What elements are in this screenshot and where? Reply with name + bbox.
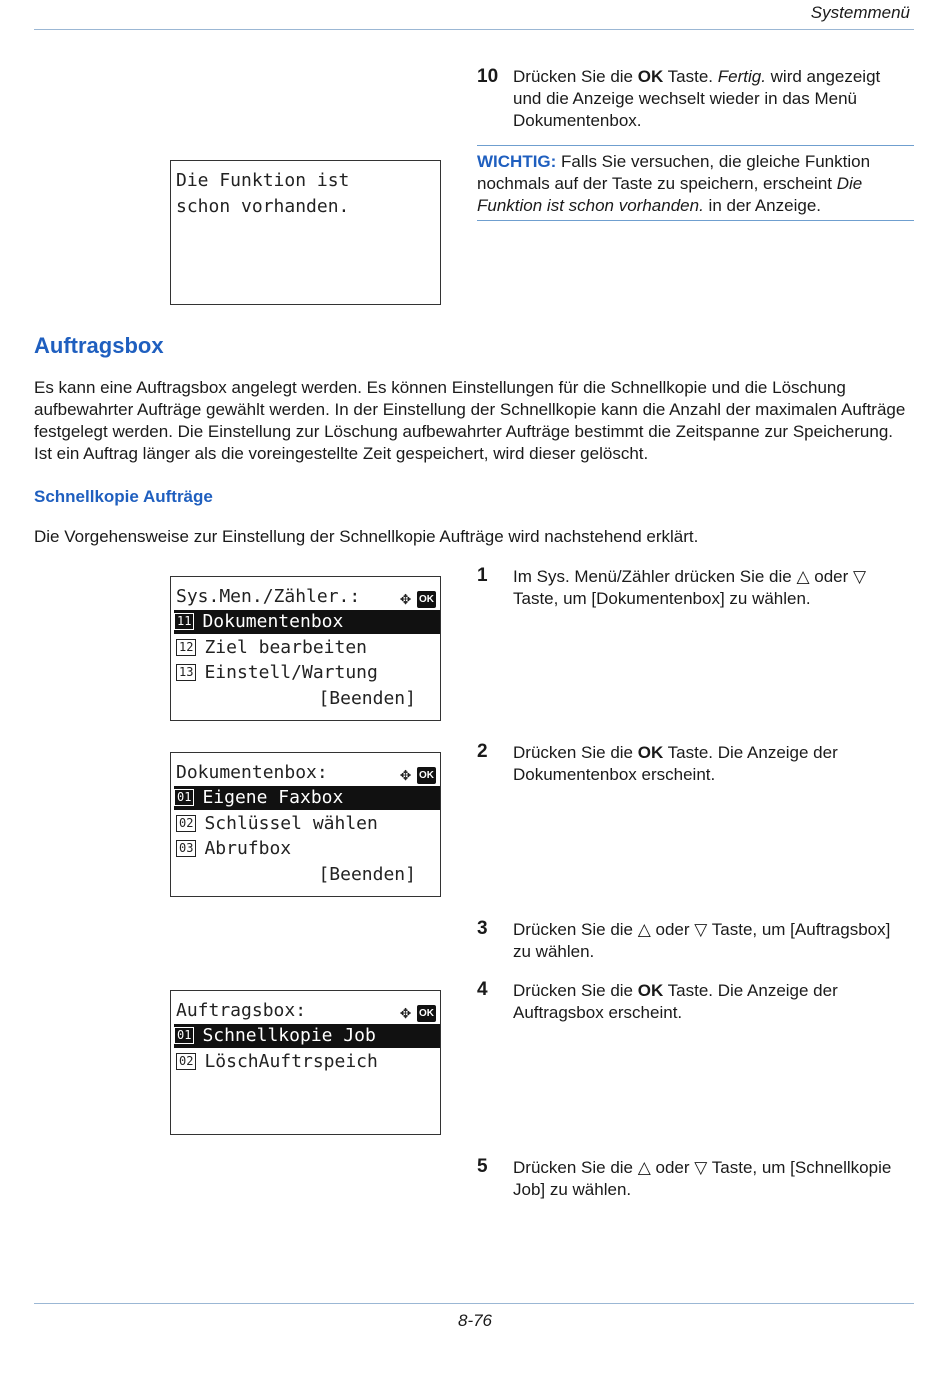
- section-title: Auftragsbox: [34, 333, 164, 358]
- item-number-icon: 02: [176, 1053, 196, 1070]
- lcd-menu-item: 02 LöschAuftrspeich: [176, 1050, 440, 1074]
- item-number-icon: 03: [176, 840, 196, 857]
- lcd-line: Die Funktion ist: [176, 170, 350, 191]
- lcd-menu-item-selected: 01 Schnellkopie Job: [174, 1024, 440, 1048]
- lcd-document-box: [170, 752, 441, 897]
- lcd-menu-item: 13 Einstell/Wartung: [176, 661, 440, 685]
- ok-key-icon: OK: [417, 1005, 436, 1022]
- item-number-icon: 01: [174, 1027, 194, 1044]
- navigation-cross-icon: ✥: [400, 588, 411, 609]
- important-note: WICHTIG: Falls Sie versuchen, die gleiche Funktion nochmals auf der Taste zu speichern, erscheint Die Funktion ist schon vorhanden. in der Anzeige.: [477, 145, 914, 221]
- navigation-cross-icon: ✥: [400, 1002, 411, 1023]
- item-number-icon: 01: [174, 789, 194, 806]
- lcd-title: Auftragsbox:: [176, 1000, 307, 1021]
- section-body: Es kann eine Auftragsbox angelegt werden. Es können Einstellungen für die Schnellkopie und die Löschung aufbewahrter Aufträge gewählt werden. In der Einstellung der Schnellkopie kann die Anzahl der maximalen Aufträge festgelegt werden. Die Einstellung zur Löschung aufbewahrter Aufträge bestimmt die Zeitspanne zur Speicherung. Ist ein Auftrag länger als die voreingestellte Zeit gespeichert, wird dieser gelöscht.: [34, 378, 906, 463]
- step-10-text: Drücken Sie die OK Taste. Fertig. wird angezeigt und die Anzeige wechselt wieder in das Menü Dokumentenbox.: [513, 67, 881, 130]
- header-rule: [34, 29, 914, 30]
- item-number-icon: 13: [176, 664, 196, 681]
- lcd-menu-item: 12 Ziel bearbeiten: [176, 636, 440, 660]
- running-header-title: Systemmenü: [810, 3, 910, 22]
- step-1-text: Im Sys. Menü/Zähler drücken Sie die △ oder ▽ Taste, um [Dokumentenbox] zu wählen.: [513, 567, 867, 608]
- lcd-line: schon vorhanden.: [176, 196, 350, 217]
- step-2-text: Drücken Sie die OK Taste. Die Anzeige der Dokumentenbox erscheint.: [513, 743, 838, 784]
- footer-rule: [34, 1303, 914, 1304]
- step-3-text: Drücken Sie die △ oder ▽ Taste, um [Auftragsbox] zu wählen.: [513, 920, 891, 961]
- ok-key-icon: OK: [417, 591, 436, 608]
- step-10-number: 10: [477, 66, 499, 87]
- step-5-text: Drücken Sie die △ oder ▽ Taste, um [Schnellkopie Job] zu wählen.: [513, 1158, 892, 1199]
- page-number: 8-76: [457, 1311, 493, 1330]
- step-4-number: 4: [477, 979, 488, 1000]
- lcd-title: Dokumentenbox:: [176, 762, 328, 783]
- subsection-title: Schnellkopie Aufträge: [34, 487, 213, 506]
- lcd-menu-item-selected: 01 Eigene Faxbox: [174, 786, 440, 810]
- step-3-number: 3: [477, 918, 488, 939]
- lcd-menu-item: 03 Abrufbox: [176, 837, 440, 861]
- lcd-menu-item-selected: 11 Dokumentenbox: [174, 610, 440, 634]
- lcd-system-menu: [170, 576, 441, 721]
- step-2-number: 2: [477, 741, 488, 762]
- step-5-number: 5: [477, 1156, 488, 1177]
- item-number-icon: 12: [176, 639, 196, 656]
- navigation-cross-icon: ✥: [400, 764, 411, 785]
- step-4-text: Drücken Sie die OK Taste. Die Anzeige der Auftragsbox erscheint.: [513, 981, 838, 1022]
- lcd-job-box: [170, 990, 441, 1135]
- item-number-icon: 02: [176, 815, 196, 832]
- note-label: WICHTIG:: [477, 152, 557, 171]
- lcd-function-exists: [170, 160, 441, 305]
- lcd-menu-item: 02 Schlüssel wählen: [176, 812, 440, 836]
- intro-paragraph: Die Vorgehensweise zur Einstellung der Schnellkopie Aufträge wird nachstehend erklärt.: [34, 527, 699, 546]
- item-number-icon: 11: [174, 613, 194, 630]
- ok-key-icon: OK: [417, 767, 436, 784]
- lcd-exit-softkey: [Beenden]: [318, 688, 416, 709]
- lcd-title: Sys.Men./Zähler.:: [176, 586, 361, 607]
- step-1-number: 1: [477, 565, 488, 586]
- lcd-exit-softkey: [Beenden]: [318, 864, 416, 885]
